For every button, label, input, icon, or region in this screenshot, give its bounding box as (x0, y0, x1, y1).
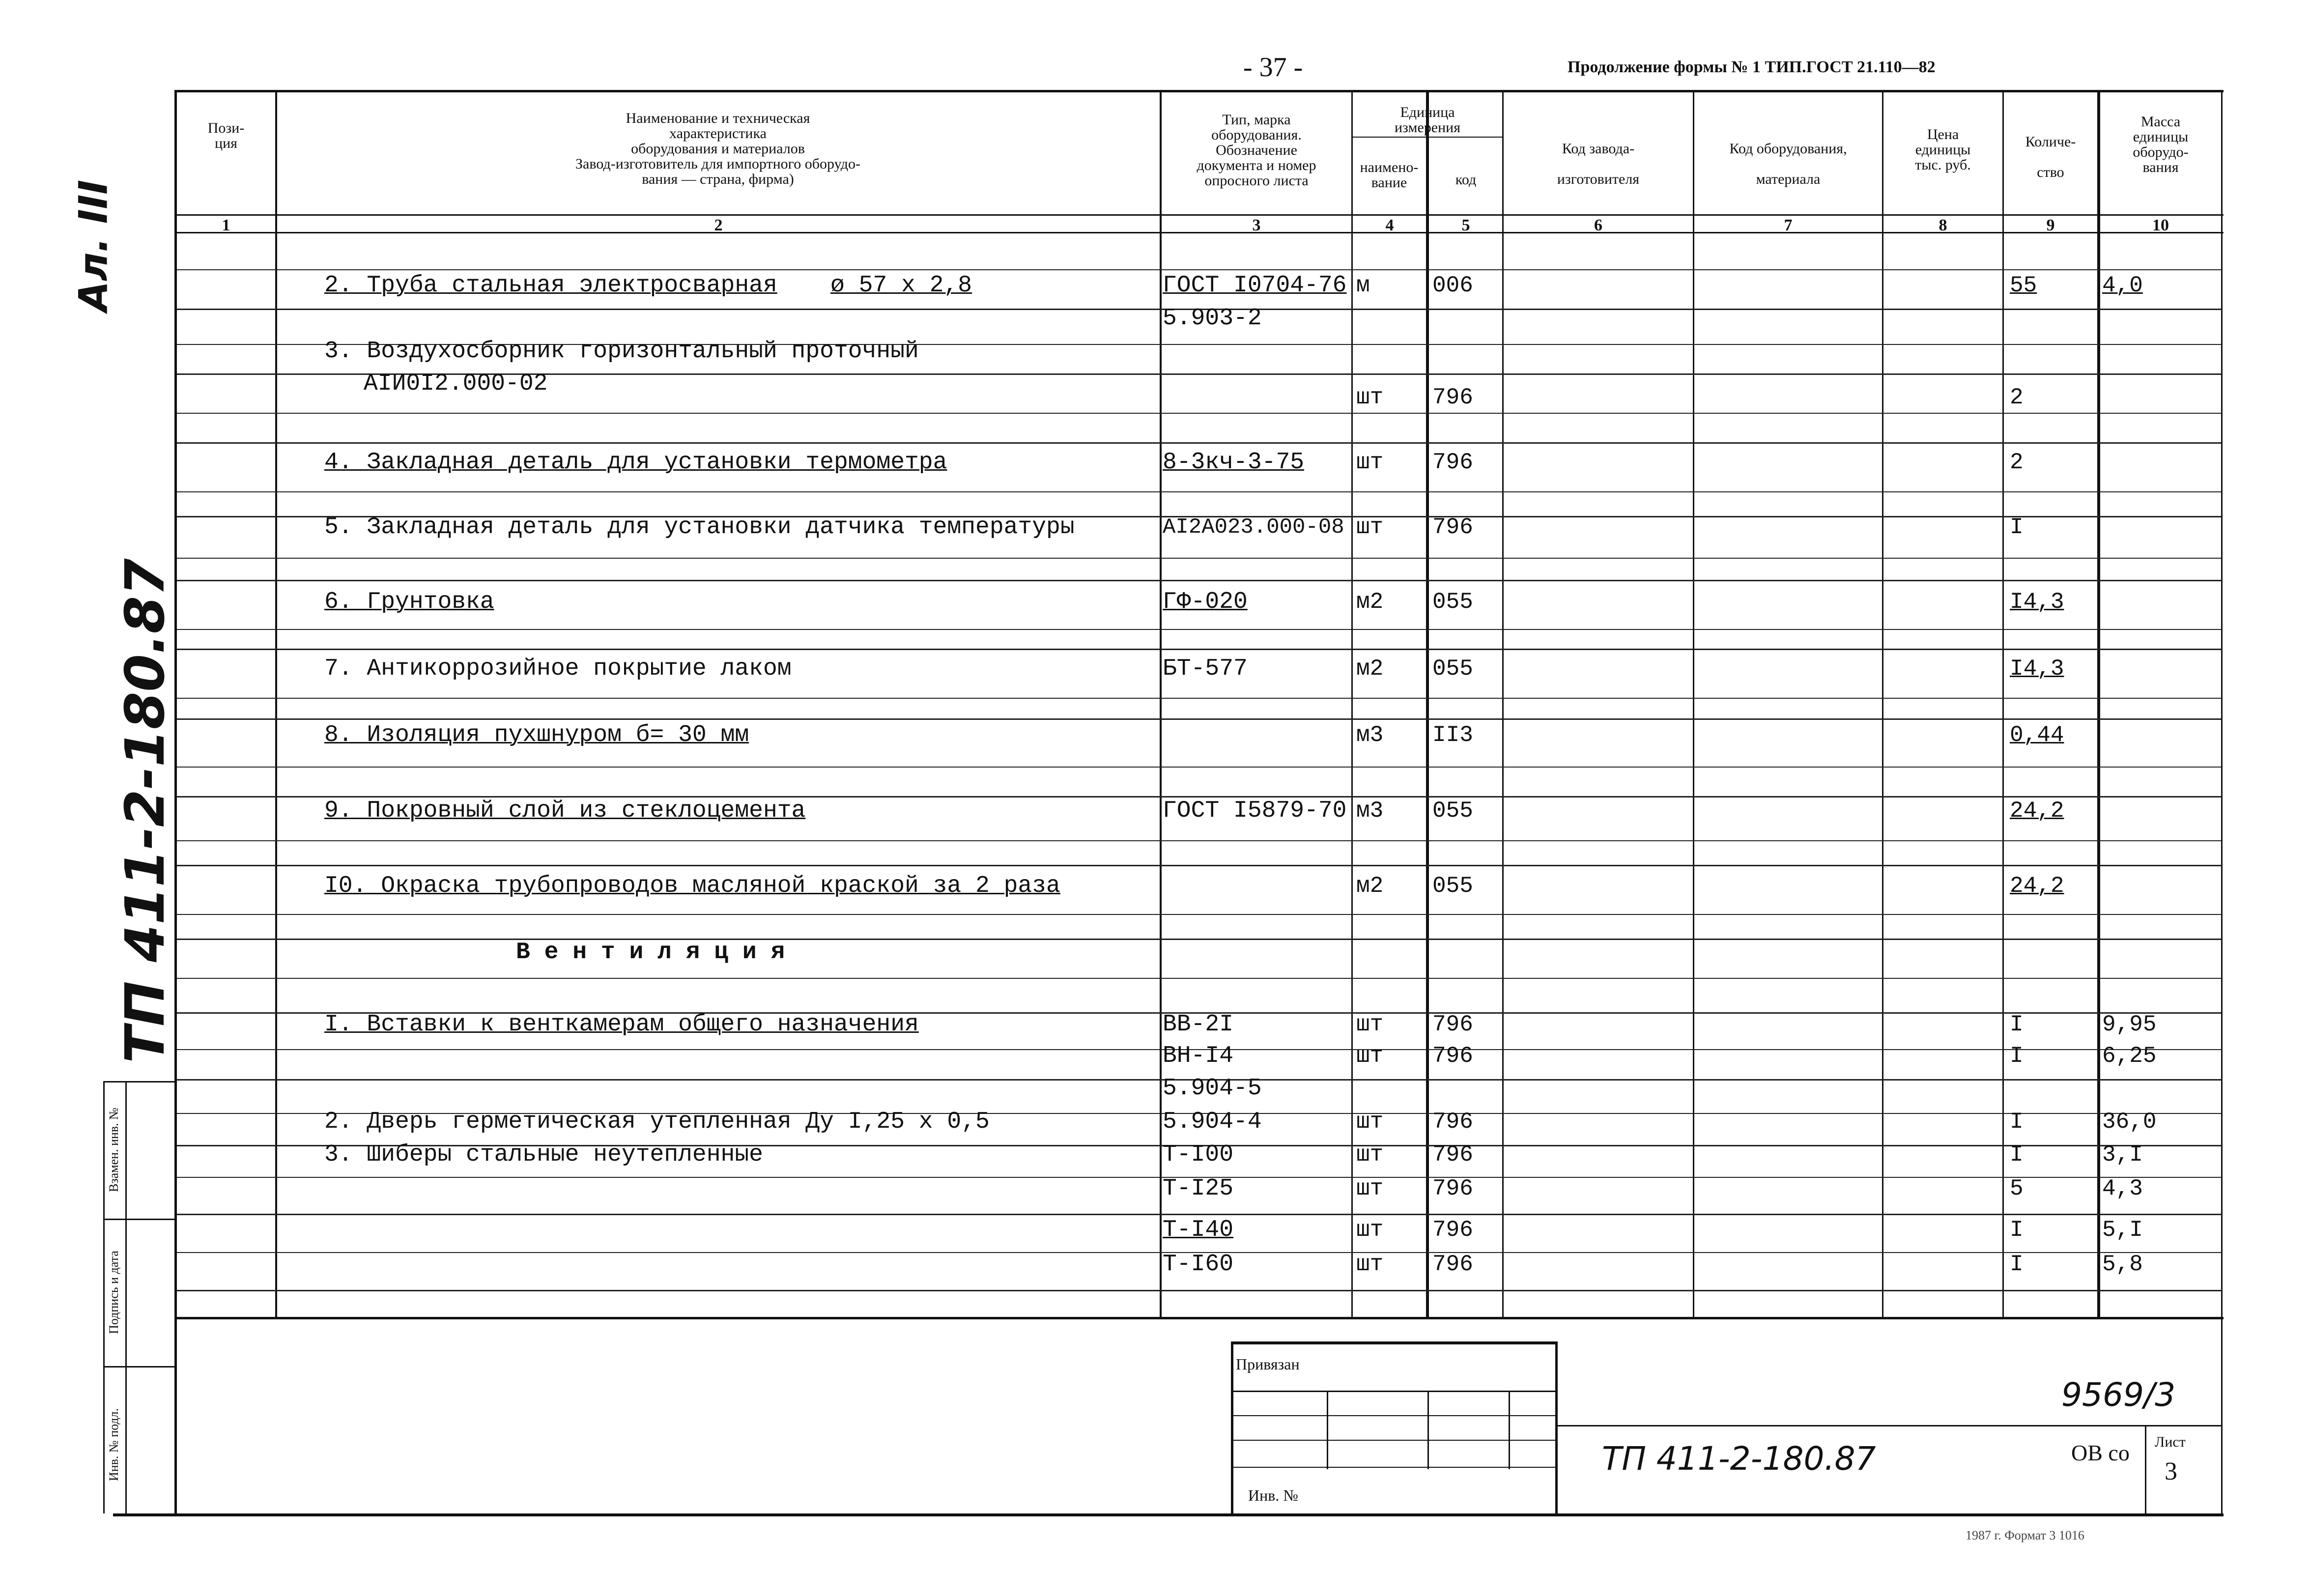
row-type: АI2А023.000-08 (1163, 515, 1344, 540)
row-mass: 4,0 (2102, 273, 2143, 298)
header-mass: Масса единицы оборудо- вания (2133, 114, 2189, 175)
row-qty: I4,3 (2010, 656, 2064, 682)
row-rule (177, 558, 2221, 559)
header-qty: Количе- ство (2025, 134, 2076, 180)
row-name: 6. Грунтовка (324, 589, 494, 615)
row-code: 796 (1432, 514, 1473, 540)
sheet-number: 3 (2165, 1457, 2177, 1485)
row-name: В е н т и л я ц и я (516, 939, 785, 966)
row-type: Т-I40 (1163, 1217, 1234, 1243)
stamp-sign-label: Подпись и дата (107, 1251, 121, 1334)
row-code: 055 (1432, 873, 1473, 899)
header-equip-code: Код оборудования, материала (1729, 141, 1847, 187)
row-qty: 55 (2010, 273, 2037, 298)
row-qty: I (2010, 1012, 2024, 1037)
col-number: 7 (1784, 216, 1793, 234)
row-rule (177, 865, 2221, 866)
row-unit: шт (1356, 1217, 1384, 1243)
col-number: 10 (2152, 216, 2169, 234)
row-code: 055 (1432, 589, 1473, 615)
row-type: ГОСТ I5879-70 (1163, 798, 1347, 824)
row-rule (177, 1290, 2221, 1291)
row-rule (177, 269, 2221, 270)
row-mass: 36,0 (2102, 1109, 2157, 1135)
row-mass: 3,I (2102, 1142, 2143, 1168)
col-number: 3 (1252, 216, 1261, 234)
row-mass: 5,I (2102, 1217, 2143, 1243)
row-unit: м3 (1356, 798, 1384, 824)
bound-label: Привязан (1236, 1355, 1300, 1373)
row-type: 5.904-5 (1163, 1075, 1262, 1102)
row-type: Т-I60 (1163, 1251, 1234, 1278)
row-type: БТ-577 (1163, 656, 1248, 682)
row-code: 796 (1432, 1252, 1473, 1277)
row-qty: I (2010, 1217, 2024, 1243)
header-unit-name: наимено- вание (1360, 159, 1419, 191)
row-qty: 2 (2010, 385, 2024, 410)
header-unit-group: Единица измерения (1394, 104, 1460, 136)
row-qty: I4,3 (2010, 589, 2064, 615)
row-unit: м2 (1356, 873, 1384, 899)
row-type: ВН-I4 (1163, 1043, 1234, 1069)
row-name: 5. Закладная деталь для установки датчика температуры (324, 514, 1075, 541)
sheet-label: Лист (2155, 1434, 2186, 1450)
row-mass: 4,3 (2102, 1176, 2143, 1201)
row-unit: м (1356, 273, 1370, 298)
row-rule (177, 413, 2221, 414)
row-qty: 24,2 (2010, 873, 2064, 899)
row-rule (177, 491, 2221, 492)
row-name: 2. Дверь герметическая утепленная Ду I,25 х 0,5 (324, 1109, 990, 1135)
row-type: 5.903-2 (1163, 305, 1262, 332)
stamp-inv-label: Инв. № подл. (107, 1408, 121, 1482)
row-unit: шт (1356, 450, 1384, 475)
doc-code: ТП 411-2-180.87 (1602, 1440, 1876, 1478)
row-name: 8. Изоляция пухшнуром б= 30 мм (324, 722, 749, 748)
row-name: 9. Покровный слой из стеклоцемента (324, 798, 806, 824)
row-mass: 9,95 (2102, 1012, 2157, 1037)
row-qty: I (2010, 1109, 2024, 1135)
row-unit: шт (1356, 1109, 1384, 1135)
row-type: 8-3кч-3-75 (1163, 449, 1305, 476)
row-qty: I (2010, 514, 2024, 540)
col-number: 1 (222, 216, 230, 234)
row-name: I. Вставки к венткамерам общего назначения (324, 1011, 919, 1038)
row-name: АIИ0I2.000-02 (364, 370, 548, 397)
row-extra: ø 57 x 2,8 (830, 272, 972, 299)
row-rule (177, 767, 2221, 768)
row-name: I0. Окраска трубопроводов масляной краской за 2 раза (324, 873, 1060, 899)
row-code: 796 (1432, 1217, 1473, 1243)
row-qty: 0,44 (2010, 722, 2064, 748)
row-code: II3 (1432, 722, 1473, 748)
header-position: Пози- ция (207, 120, 245, 151)
row-qty: 2 (2010, 450, 2024, 475)
row-code: 055 (1432, 656, 1473, 682)
header-unit-code: код (1455, 171, 1477, 188)
row-type: ГОСТ I0704-76 (1163, 272, 1347, 299)
row-rule (177, 939, 2221, 940)
row-name: 4. Закладная деталь для установки термометра (324, 449, 947, 476)
row-rule (177, 1214, 2221, 1215)
row-type: 5.904-4 (1163, 1109, 1262, 1135)
row-unit: шт (1356, 514, 1384, 540)
row-type: Т-I00 (1163, 1141, 1234, 1168)
col-number: 8 (1939, 216, 1947, 234)
row-code: 796 (1432, 1043, 1473, 1069)
row-type: ВВ-2I (1163, 1011, 1234, 1038)
row-rule (177, 580, 2221, 581)
row-unit: шт (1356, 1252, 1384, 1277)
row-qty: I (2010, 1043, 2024, 1069)
row-name: 7. Антикоррозийное покрытие лаком (324, 656, 792, 682)
header-type: Тип, марка оборудования. Обозначение документа и номер опросного листа (1197, 112, 1316, 189)
row-unit: шт (1356, 1176, 1384, 1201)
page-number: - 37 - (1243, 52, 1303, 83)
row-type: Т-I25 (1163, 1175, 1234, 1202)
col-number: 2 (714, 216, 723, 234)
col-number: 5 (1461, 216, 1470, 234)
row-code: 055 (1432, 798, 1473, 824)
row-qty: I (2010, 1252, 2024, 1277)
row-rule (177, 629, 2221, 630)
row-name: 3. Шиберы стальные неутепленные (324, 1141, 763, 1168)
row-mass: 5,8 (2102, 1252, 2143, 1277)
row-code: 796 (1432, 1176, 1473, 1201)
row-code: 796 (1432, 1142, 1473, 1168)
row-qty: 24,2 (2010, 798, 2064, 824)
row-name: 3. Воздухосборник горизонтальный проточный (324, 338, 919, 365)
col-number: 4 (1385, 216, 1394, 234)
row-code: 006 (1432, 273, 1473, 298)
row-code: 796 (1432, 1109, 1473, 1135)
row-type: ГФ-020 (1163, 589, 1248, 615)
project-label: ТП 411-2-180.87 (114, 558, 176, 1063)
row-name: 2. Труба стальная электросварная (324, 272, 777, 299)
header-price: Цена единицы тыс. руб. (1915, 126, 1971, 173)
row-unit: шт (1356, 1043, 1384, 1069)
form-title: Продолжение формы № 1 ТИП.ГОСТ 21.110—82 (1568, 58, 1936, 76)
row-rule (177, 978, 2221, 979)
row-code: 796 (1432, 1012, 1473, 1037)
row-code: 796 (1432, 450, 1473, 475)
col-number: 6 (1594, 216, 1602, 234)
row-rule (177, 649, 2221, 650)
header-name: Наименование и техническая характеристика оборудования и материалов Завод-изготовитель для импортного оборудо- вания — страна, фирма) (575, 110, 860, 187)
row-rule (177, 914, 2221, 915)
row-unit: шт (1356, 1142, 1384, 1168)
row-rule (177, 718, 2221, 720)
col-number: 9 (2046, 216, 2055, 234)
footer-note: 1987 г. Формат 3 1016 (1966, 1528, 2084, 1542)
row-mass: 6,25 (2102, 1043, 2157, 1069)
row-rule (177, 442, 2221, 444)
archive-number: 9569/3 (2061, 1376, 2176, 1414)
row-qty: 5 (2010, 1176, 2024, 1201)
inv-label: Инв. № (1248, 1486, 1298, 1504)
row-rule (177, 840, 2221, 841)
row-unit: шт (1356, 1012, 1384, 1037)
album-label: Ал. III (70, 179, 116, 312)
row-unit: шт (1356, 385, 1384, 410)
stamp-code: ОВ со (2071, 1440, 2130, 1465)
row-unit: м2 (1356, 589, 1384, 615)
row-qty: I (2010, 1142, 2024, 1168)
header-maker-code: Код завода- изготовителя (1557, 141, 1640, 187)
row-code: 796 (1432, 385, 1473, 410)
row-unit: м3 (1356, 722, 1384, 748)
stamp-replace-label: Взамен. инв. № (107, 1108, 121, 1192)
row-unit: м2 (1356, 656, 1384, 682)
row-rule (177, 698, 2221, 699)
